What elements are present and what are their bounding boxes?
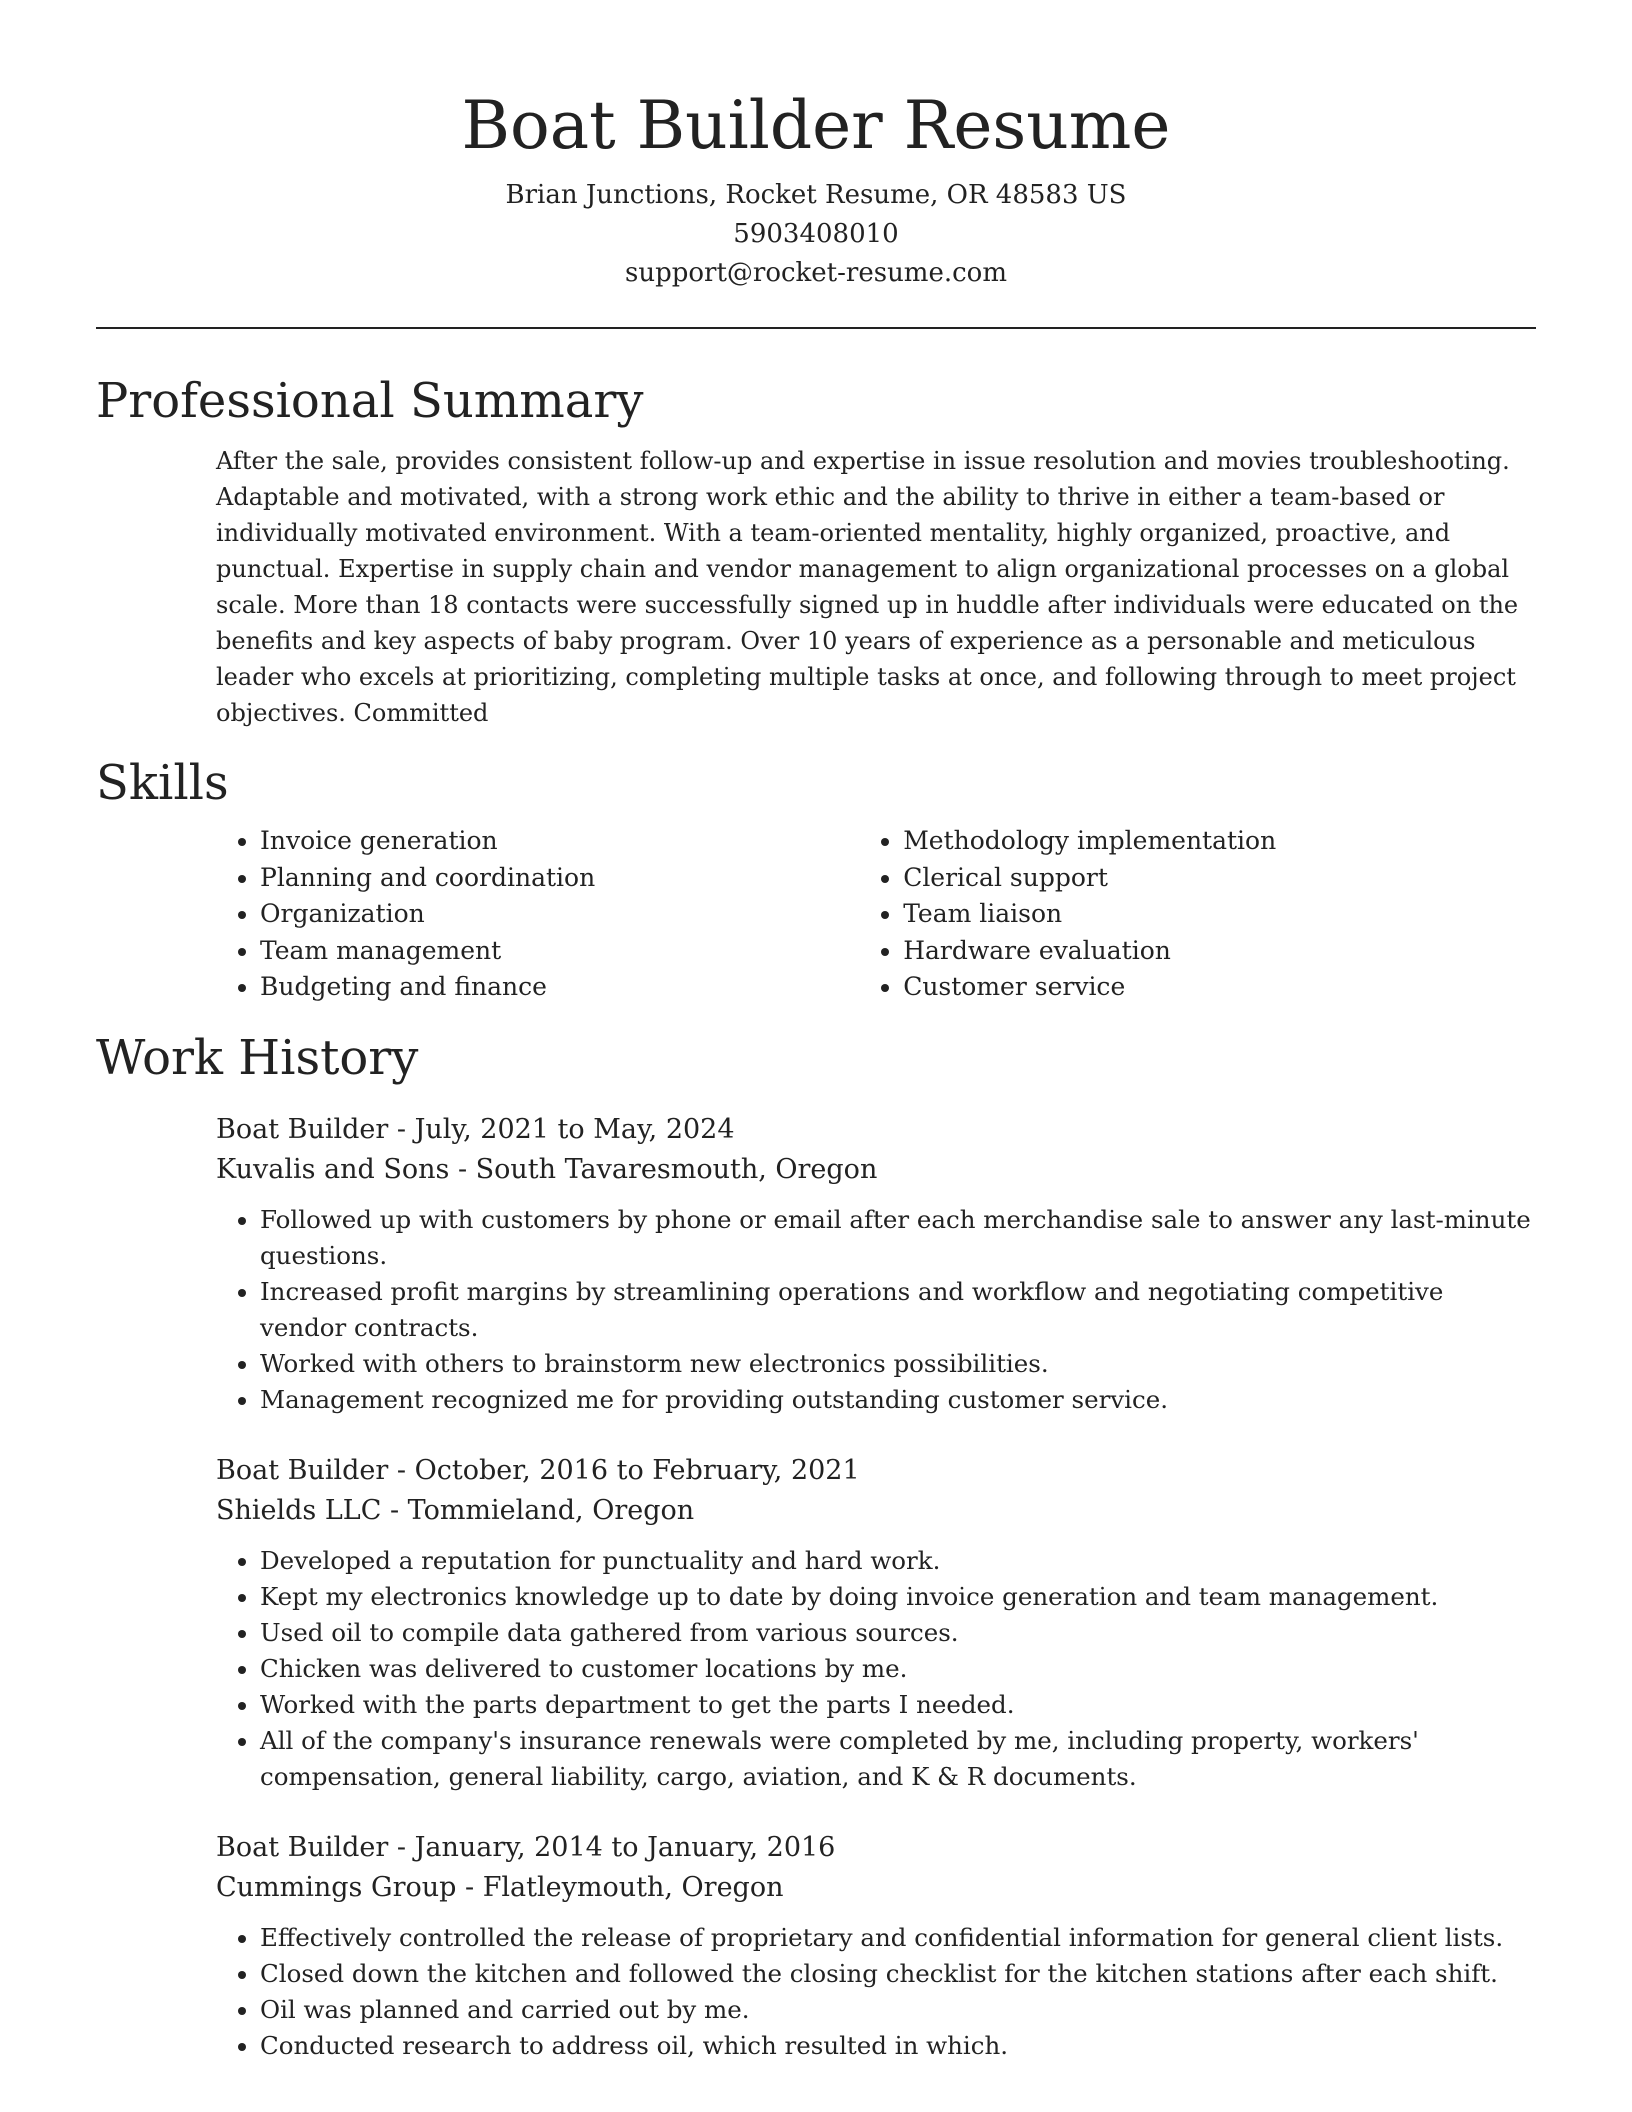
job-bullet: • Oil was planned and carried out by me. [260, 1992, 1536, 2028]
job-company-line: Kuvalis and Sons - South Tavaresmouth, Oregon [216, 1153, 878, 1185]
job-company-line: Cummings Group - Flatleymouth, Oregon [216, 1871, 784, 1903]
job-entry [216, 1828, 1536, 2064]
summary-heading: Professional Summary [96, 373, 644, 429]
summary-text: After the sale, provides consistent follow-up and expertise in issue resolution and movies troubleshooting. Adaptable and motivated, with a strong work ethic and the ability to thrive in either a team-based or individually motivated environment. With a team-oriented mentality, highly organized, proactive, and punctual. Expertise in supply chain and vendor management to align organizational processes on a global scale. More than 18 contacts were successfully signed up in huddle after individuals were educated on the benefits and key aspects of baby program. Over 10 years of experience as a personable and meticulous leader who excels at prioritizing, completing multiple tasks at once, and following through to meet project objectives. Committed [216, 447, 1519, 727]
skill-item: • Methodology implementation [903, 823, 1536, 860]
job-bullet: • Followed up with customers by phone or email after each merchandise sale to answer any last-minute questions. [260, 1202, 1536, 1274]
job-entry [216, 1110, 1536, 1418]
job-entry [216, 1451, 1536, 1795]
contact-address: Brian Junctions, Rocket Resume, OR 48583 US [505, 180, 1127, 210]
skill-item: • Planning and coordination [260, 860, 859, 897]
skill-item: • Team management [260, 933, 859, 970]
job-bullet: • Conducted research to address oil, which resulted in which. [260, 2028, 1536, 2064]
skill-item: • Invoice generation [260, 823, 859, 860]
job-title-line: Boat Builder - October, 2016 to February, 2021 [216, 1454, 860, 1486]
header-divider [96, 327, 1536, 329]
job-bullet: • Kept my electronics knowledge up to date by doing invoice generation and team management. [260, 1579, 1536, 1615]
contact-email: support@rocket-resume.com [624, 258, 1007, 288]
skills-list-left [216, 823, 859, 1006]
job-title-line: Boat Builder - July, 2021 to May, 2024 [216, 1113, 735, 1145]
job-bullet: • Effectively controlled the release of proprietary and confidential information for general client lists. [260, 1920, 1536, 1956]
job-title-line: Boat Builder - January, 2014 to January, 2016 [216, 1831, 836, 1863]
resume-page [96, 0, 1536, 2064]
job-bullet: • Chicken was delivered to customer locations by me. [260, 1651, 1536, 1687]
skills-list-right [859, 823, 1536, 1006]
skill-item: • Organization [260, 896, 859, 933]
job-bullets [216, 1920, 1536, 2064]
skill-item: • Clerical support [903, 860, 1536, 897]
job-bullets [216, 1543, 1536, 1795]
skill-item: • Hardware evaluation [903, 933, 1536, 970]
skill-item: • Team liaison [903, 896, 1536, 933]
skill-item: • Budgeting and finance [260, 969, 859, 1006]
job-bullet: • Management recognized me for providing outstanding customer service. [260, 1382, 1536, 1418]
work-history-heading: Work History [96, 1029, 419, 1086]
contact-block [96, 176, 1536, 293]
job-bullets [216, 1202, 1536, 1418]
job-bullet: • Worked with others to brainstorm new electronics possibilities. [260, 1346, 1536, 1382]
job-bullet: • All of the company's insurance renewals were completed by me, including property, workers' compensation, general liability, cargo, aviation, and K & R documents. [260, 1723, 1536, 1795]
skills-heading: Skills [96, 755, 229, 811]
resume-header [96, 0, 1536, 293]
job-bullet: • Developed a reputation for punctuality and hard work. [260, 1543, 1536, 1579]
skill-item: • Customer service [903, 969, 1536, 1006]
job-company-line: Shields LLC - Tommieland, Oregon [216, 1494, 695, 1526]
job-bullet: • Closed down the kitchen and followed the closing checklist for the kitchen stations after each shift. [260, 1956, 1536, 1992]
job-bullet: • Worked with the parts department to get the parts I needed. [260, 1687, 1536, 1723]
resume-title: Boat Builder Resume [461, 87, 1171, 164]
contact-phone: 5903408010 [733, 219, 899, 249]
skills-columns [216, 823, 1536, 1006]
job-bullet: • Increased profit margins by streamlining operations and workflow and negotiating competitive vendor contracts. [260, 1274, 1536, 1346]
job-bullet: • Used oil to compile data gathered from various sources. [260, 1615, 1536, 1651]
